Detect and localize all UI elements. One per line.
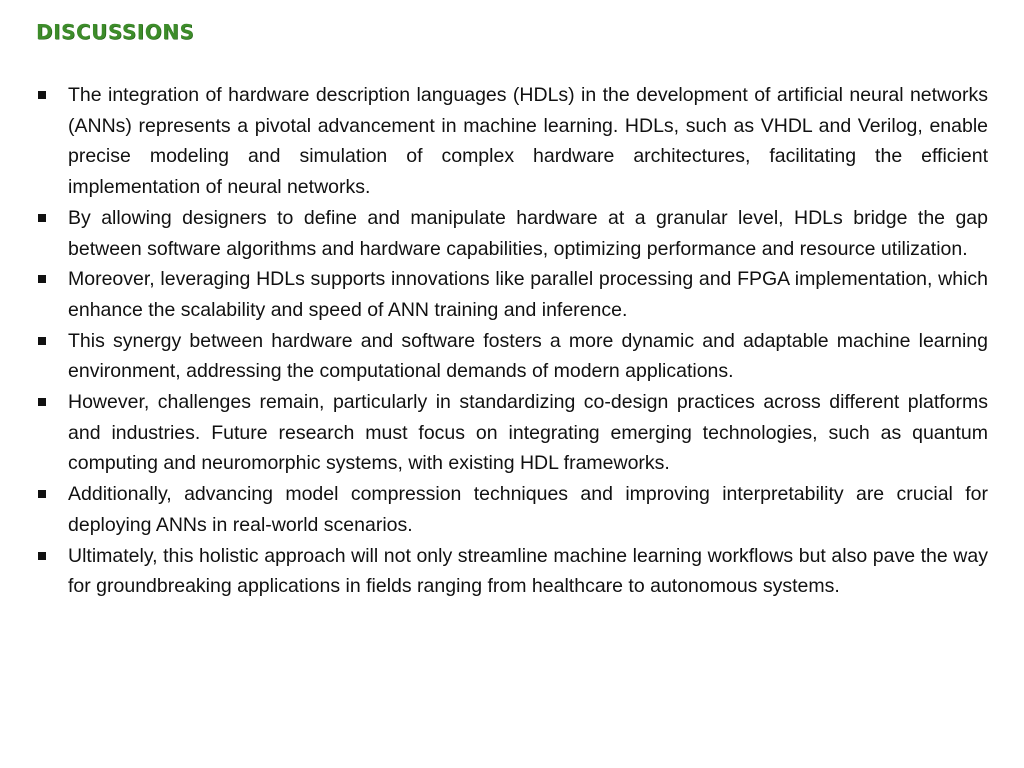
bullet-item-6 <box>36 479 988 540</box>
square-bullet-icon <box>38 398 46 406</box>
bullet-text: The integration of hardware description languages (HDLs) in the development of artificial neural networks (ANNs) represents a pivotal advancement in machine learning. HDLs, such as VHDL and Verilog, enable precise modeling and simulation of complex hardware architectures, facilitating the efficient implementation of neural networks. <box>68 84 988 199</box>
square-bullet-icon <box>38 214 46 222</box>
bullet-text: This synergy between hardware and software fosters a more dynamic and adaptable machine learning environment, addressing the computational demands of modern applications. <box>68 329 988 383</box>
bullet-text: However, challenges remain, particularly in standardizing co-design practices across different platforms and industries. Future research must focus on integrating emerging technologies, such as quantum computing and neuromorphic systems, with existing HDL frameworks. <box>68 391 988 475</box>
square-bullet-icon <box>38 552 46 560</box>
bullet-item-3 <box>36 264 988 325</box>
bullet-item-7 <box>36 541 988 602</box>
bullet-item-1 <box>36 80 988 203</box>
square-bullet-icon <box>38 337 46 345</box>
bullet-text: Ultimately, this holistic approach will not only streamline machine learning workflows but also pave the way for groundbreaking applications in fields ranging from healthcare to autonomous systems. <box>68 544 988 598</box>
square-bullet-icon <box>38 91 46 99</box>
bullet-text: Additionally, advancing model compression techniques and improving interpretability are crucial for deploying ANNs in real-world scenarios. <box>68 483 988 536</box>
bullet-item-4 <box>36 326 988 387</box>
square-bullet-icon <box>38 275 46 283</box>
bullet-item-2 <box>36 203 988 264</box>
bullet-text: By allowing designers to define and manipulate hardware at a granular level, HDLs bridge the gap between software algorithms and hardware capabilities, optimizing performance and resource utilization. <box>68 206 988 260</box>
bullet-list <box>36 80 988 602</box>
square-bullet-icon <box>38 490 46 498</box>
bullet-text: Moreover, leveraging HDLs supports innovations like parallel processing and FPGA implementation, which enhance the scalability and speed of ANN training and inference. <box>68 268 988 321</box>
bullet-item-5 <box>36 387 988 479</box>
slide-title: DISCUSSIONS <box>36 20 195 44</box>
